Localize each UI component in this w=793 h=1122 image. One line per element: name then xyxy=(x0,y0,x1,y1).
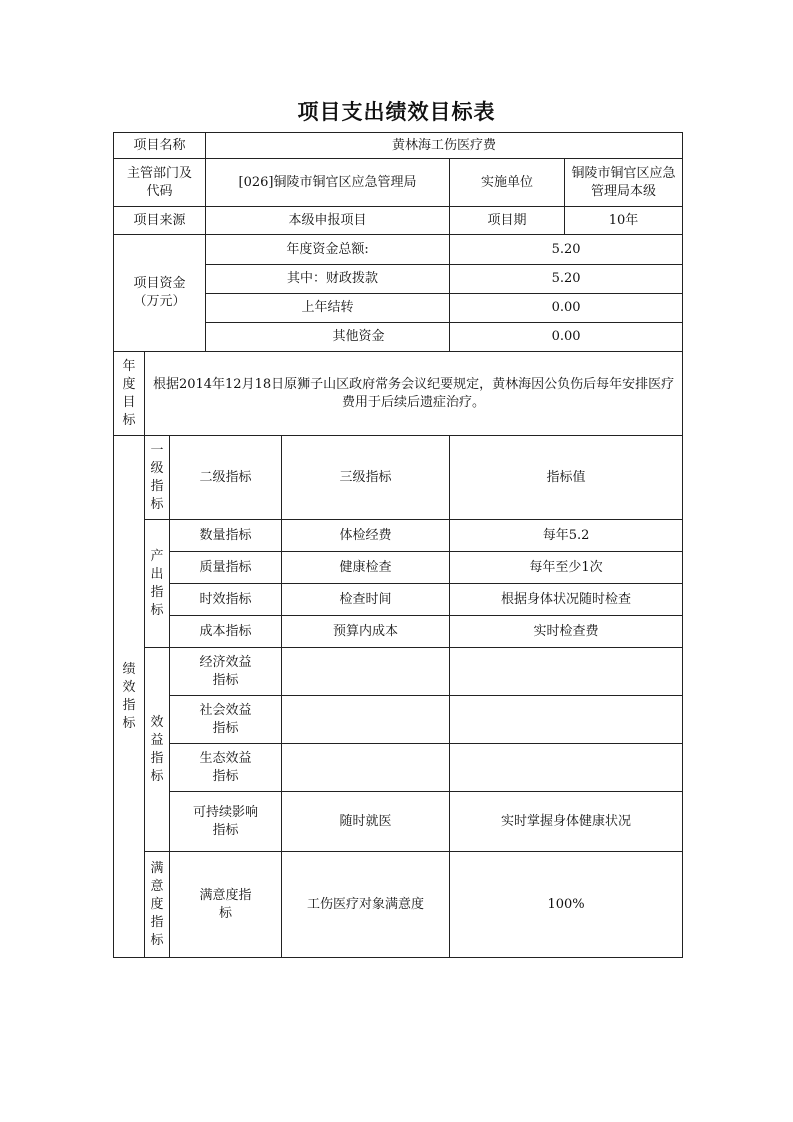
output-l3: 检查时间 xyxy=(282,584,450,616)
table-row xyxy=(114,792,683,852)
label-satisfaction: 满意度指标 xyxy=(145,852,170,958)
value-annual-total: 5.20 xyxy=(450,235,683,265)
value-project-name: 黄林海工伤医疗费 xyxy=(206,133,683,159)
benefit-value xyxy=(450,744,683,792)
label-other-funds: 其他资金 xyxy=(206,323,450,352)
value-period: 10年 xyxy=(565,207,683,235)
value-impl-unit: 铜陵市铜官区应急管理局本级 xyxy=(565,159,683,207)
output-value: 根据身体状况随时检查 xyxy=(450,584,683,616)
row-indicator-header xyxy=(114,436,683,520)
label-benefit: 效益指标 xyxy=(145,648,170,852)
label-impl-unit: 实施单位 xyxy=(450,159,565,207)
value-source: 本级申报项目 xyxy=(206,207,450,235)
table-row xyxy=(114,648,683,696)
benefit-l3: 随时就医 xyxy=(282,792,450,852)
label-output: 产出指标 xyxy=(145,520,170,648)
satisfaction-value: 100% xyxy=(450,852,683,958)
header-level1: 一级指标 xyxy=(145,436,170,520)
header-indicator-value: 指标值 xyxy=(450,436,683,520)
label-annual-goal: 年度目标 xyxy=(114,352,145,436)
output-l2: 时效指标 xyxy=(170,584,282,616)
page-title: 项目支出绩效目标表 xyxy=(297,100,496,124)
benefit-l3 xyxy=(282,696,450,744)
output-l3: 预算内成本 xyxy=(282,616,450,648)
row-annual-total xyxy=(114,235,683,265)
value-annual-goal: 根据2014年12月18日原狮子山区政府常务会议纪要规定，黄林海因公负伤后每年安排医疗费用于后续后遗症治疗。 xyxy=(145,352,683,436)
benefit-l2: 社会效益指标 xyxy=(170,696,282,744)
table-row xyxy=(114,616,683,648)
table-row xyxy=(114,520,683,552)
benefit-l3 xyxy=(282,744,450,792)
row-source xyxy=(114,207,683,235)
label-perf-indicators: 绩效指标 xyxy=(114,436,145,958)
header-level3: 三级指标 xyxy=(282,436,450,520)
benefit-l2: 生态效益指标 xyxy=(170,744,282,792)
output-value: 每年5.2 xyxy=(450,520,683,552)
value-carryover: 0.00 xyxy=(450,294,683,323)
output-l2: 质量指标 xyxy=(170,552,282,584)
label-source: 项目来源 xyxy=(114,207,206,235)
satisfaction-l3: 工伤医疗对象满意度 xyxy=(282,852,450,958)
benefit-l2: 经济效益指标 xyxy=(170,648,282,696)
benefit-l2: 可持续影响指标 xyxy=(170,792,282,852)
header-level2: 二级指标 xyxy=(170,436,282,520)
label-carryover: 上年结转 xyxy=(206,294,450,323)
row-project-name xyxy=(114,133,683,159)
benefit-value: 实时掌握身体健康状况 xyxy=(450,792,683,852)
row-dept xyxy=(114,159,683,207)
table-row xyxy=(114,584,683,616)
benefit-l3 xyxy=(282,648,450,696)
row-annual-goal xyxy=(114,352,683,436)
value-dept: [026]铜陵市铜官区应急管理局 xyxy=(206,159,450,207)
label-annual-total: 年度资金总额: xyxy=(206,235,450,265)
label-funds: 项目资金（万元） xyxy=(114,235,206,352)
satisfaction-l2: 满意度指标 xyxy=(170,852,282,958)
output-l3: 体检经费 xyxy=(282,520,450,552)
label-dept-code: 主管部门及代码 xyxy=(114,159,206,207)
output-l2: 数量指标 xyxy=(170,520,282,552)
label-finance: 其中：财政拨款 xyxy=(206,265,450,294)
output-l2: 成本指标 xyxy=(170,616,282,648)
output-l3: 健康检查 xyxy=(282,552,450,584)
value-other-funds: 0.00 xyxy=(450,323,683,352)
label-period: 项目期 xyxy=(450,207,565,235)
table-row xyxy=(114,744,683,792)
table-row xyxy=(114,552,683,584)
table-row xyxy=(114,852,683,958)
output-value: 每年至少1次 xyxy=(450,552,683,584)
output-value: 实时检查费 xyxy=(450,616,683,648)
value-finance: 5.20 xyxy=(450,265,683,294)
performance-target-table xyxy=(113,132,683,958)
benefit-value xyxy=(450,648,683,696)
benefit-value xyxy=(450,696,683,744)
label-project-name: 项目名称 xyxy=(114,133,206,159)
table-row xyxy=(114,696,683,744)
